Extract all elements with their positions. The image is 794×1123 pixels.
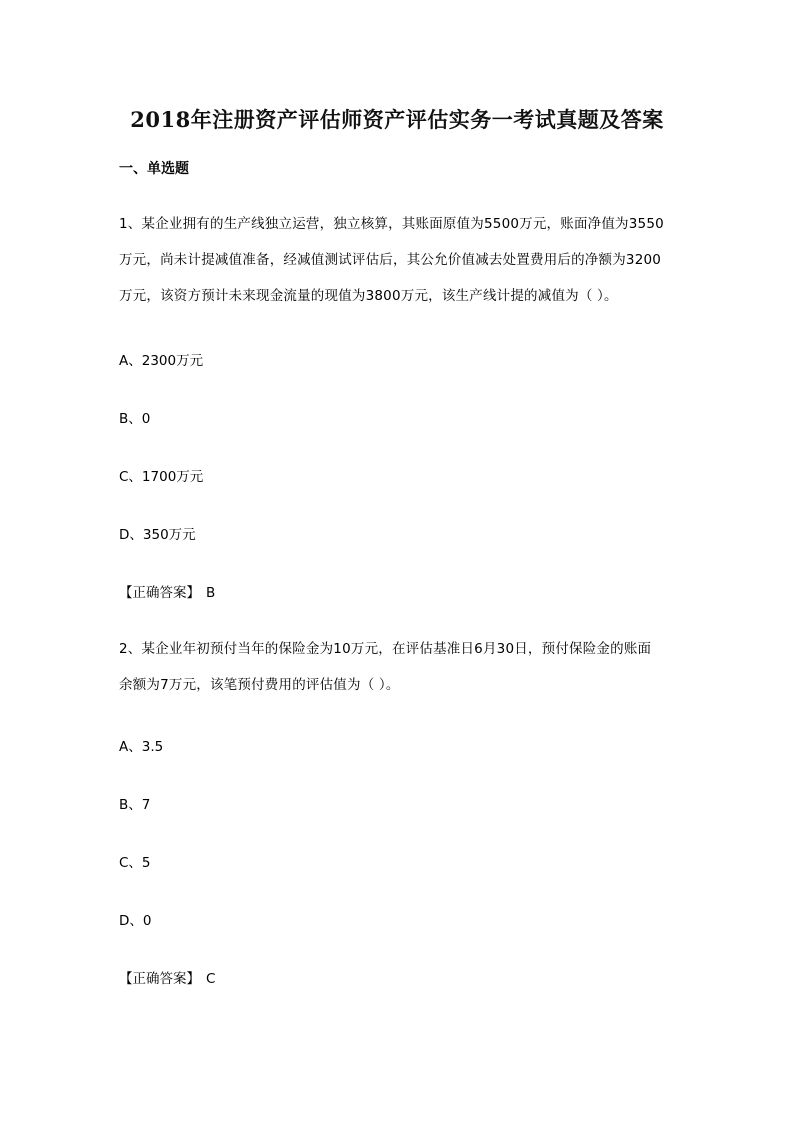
question-1-option-d: D、350万元 <box>119 527 196 543</box>
question-1-option-a: A、2300万元 <box>119 353 204 369</box>
answer-value: C <box>206 971 216 987</box>
question-1-line: 万元，该资方预计未来现金流量的现值为3800万元，该生产线计提的减值为（ ）。 <box>119 288 618 304</box>
document-title: 2018年注册资产评估师资产评估实务一考试真题及答案 <box>130 107 664 132</box>
question-2-line: 2、某企业年初预付当年的保险金为10万元，在评估基准日6月30日，预付保险金的账面 <box>119 641 652 657</box>
question-2-option-a: A、3.5 <box>119 739 164 755</box>
question-2-option-d: D、0 <box>119 913 152 929</box>
question-2-option-b: B、7 <box>119 797 151 813</box>
question-1-answer <box>119 581 215 601</box>
question-2-text <box>119 631 679 703</box>
answer-value: B <box>206 585 216 601</box>
question-1-option-b: B、0 <box>119 411 151 427</box>
question-2-answer <box>119 967 215 987</box>
answer-label: 【正确答案】 <box>119 971 200 987</box>
question-2-line: 余额为7万元，该笔预付费用的评估值为（ ）。 <box>119 677 400 693</box>
question-1-text <box>119 206 679 314</box>
question-2-option-c: C、5 <box>119 855 151 871</box>
answer-label: 【正确答案】 <box>119 585 200 601</box>
section-heading: 一、单选题 <box>119 161 189 177</box>
question-1-option-c: C、1700万元 <box>119 469 204 485</box>
question-1-line: 万元，尚未计提减值准备，经减值测试评估后，其公允价值减去处置费用后的净额为3200 <box>119 252 662 268</box>
question-1-line: 1、某企业拥有的生产线独立运营，独立核算，其账面原值为5500万元，账面净值为3550 <box>119 216 664 232</box>
